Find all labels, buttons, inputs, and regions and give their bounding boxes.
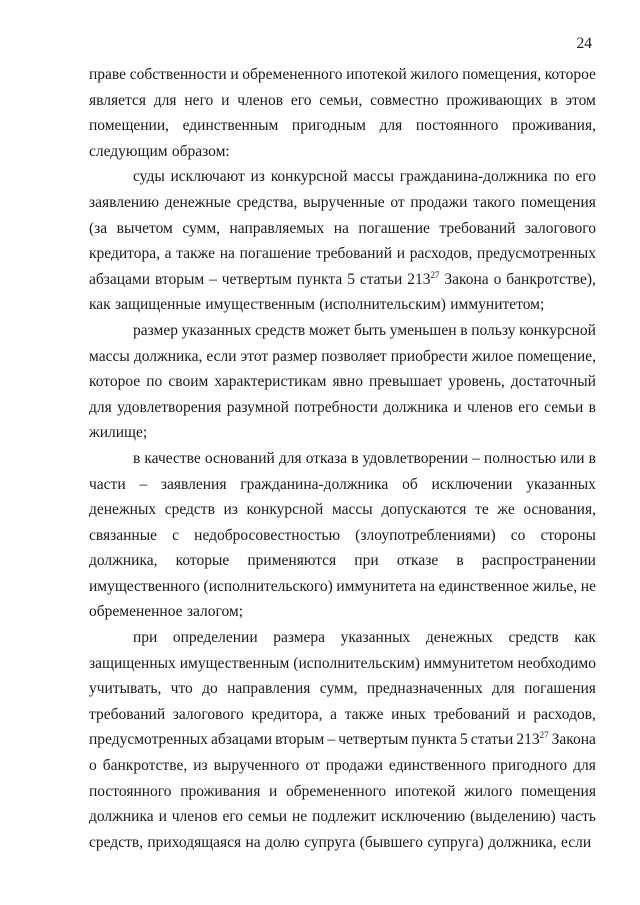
text-line [89, 599, 596, 625]
word: от [390, 193, 405, 211]
word: денежные [164, 193, 231, 211]
word: направляемых [229, 219, 325, 237]
text-line [89, 139, 596, 165]
word: характеристикам [214, 373, 327, 391]
word: пригодного [491, 757, 568, 775]
word: банкротстве, [102, 757, 188, 775]
word: из [223, 501, 238, 519]
word: защищенные [115, 296, 201, 314]
word: денежных [89, 501, 157, 519]
word: в [550, 91, 558, 109]
paragraph [89, 164, 596, 318]
word: размер [272, 347, 318, 365]
word: для [492, 680, 515, 698]
text-line [89, 241, 596, 267]
word: супруга) [427, 833, 484, 851]
word: для [89, 398, 112, 416]
text-line [89, 164, 596, 190]
word: расходов, [533, 705, 596, 723]
word: на [219, 245, 235, 263]
word: по [553, 168, 570, 186]
paragraph [89, 318, 596, 446]
word: 5 [347, 270, 355, 288]
word: пригодным [291, 117, 366, 135]
word: членов [237, 91, 284, 109]
word: средств [255, 321, 306, 339]
word: предусмотренных [477, 245, 596, 263]
word: на [333, 219, 349, 237]
word: в [133, 449, 141, 467]
word: средства, [236, 193, 298, 211]
word: на [419, 577, 435, 595]
word: на [245, 833, 261, 851]
word: Закона [551, 731, 596, 749]
paragraph [89, 446, 596, 625]
word: в [456, 552, 464, 570]
word: постоянного [415, 117, 499, 135]
word: иммунитетом [423, 654, 514, 672]
word: учитывать, [89, 680, 162, 698]
word: денежных [425, 629, 493, 647]
word: также [176, 245, 216, 263]
word: в [588, 449, 596, 467]
word: (бывшего [359, 833, 423, 851]
word: размера [273, 629, 326, 647]
word: вторым [154, 270, 205, 288]
word: 5 [459, 731, 468, 749]
word: и [517, 705, 526, 723]
word: семьи [544, 398, 584, 416]
word: массы [89, 347, 130, 365]
text-line [89, 804, 596, 830]
word: уровень, [448, 373, 505, 391]
word: приходящаяся [147, 833, 242, 851]
paragraph [89, 625, 596, 855]
word: стороны [540, 526, 596, 544]
text-line [89, 292, 596, 318]
word: в [460, 321, 468, 339]
word: же [497, 501, 515, 519]
word: не [292, 808, 308, 826]
word: от [305, 757, 320, 775]
word: исключают [170, 168, 245, 186]
word: может [308, 321, 351, 339]
word: требований [89, 705, 166, 723]
text-line [89, 779, 596, 805]
word: явно [332, 373, 363, 391]
word: иммунитета [336, 577, 417, 595]
word: исключении [431, 475, 513, 493]
word: отказа [305, 449, 348, 467]
word: залогом; [186, 603, 244, 621]
text-line [89, 190, 596, 216]
word: помещении, [89, 117, 170, 135]
word: помещения [521, 782, 596, 800]
word: (за [89, 219, 108, 237]
word: него [184, 91, 214, 109]
word: которые [175, 552, 230, 570]
word: расходов, [409, 245, 473, 263]
text-line [89, 216, 596, 242]
word: и [453, 398, 462, 416]
word: единственное [438, 577, 529, 595]
word: его [518, 398, 539, 416]
text-line [89, 830, 596, 856]
word: собственности [129, 66, 227, 83]
word: должника, [89, 552, 158, 570]
word: его [222, 808, 244, 826]
word: жилище; [89, 424, 148, 442]
word: четвертым [221, 270, 292, 288]
word: потребности [294, 398, 378, 416]
text-line [89, 88, 596, 114]
word: – [472, 449, 480, 467]
text-line [89, 676, 596, 702]
word: имущественным [179, 654, 290, 672]
word: распространении [481, 552, 596, 570]
word: членов [171, 808, 218, 826]
text-line [89, 497, 596, 523]
word: обремененное [89, 603, 183, 621]
word: погашения [524, 680, 596, 698]
word: помещение, [517, 347, 596, 365]
word: пользу [471, 321, 516, 339]
word: удовлетворения [117, 398, 222, 416]
word: применяются [247, 552, 337, 570]
word: удовлетворении [362, 449, 469, 467]
word: об [402, 475, 418, 493]
word: проживания [180, 782, 261, 800]
word: единственным [182, 117, 279, 135]
word: массы [331, 501, 373, 519]
text-line [89, 727, 596, 753]
word: недобросовестностью [194, 526, 341, 544]
word: жилое [471, 347, 514, 365]
word: как [574, 629, 596, 647]
word: такого [473, 193, 516, 211]
word: о [493, 270, 502, 288]
word: совместно [370, 91, 439, 109]
word: вычетом [116, 219, 173, 237]
word: если [560, 833, 592, 851]
word: позволяет [321, 347, 387, 365]
word: должника, [488, 833, 557, 851]
word: оснований [204, 449, 275, 467]
word: отказе [396, 552, 439, 570]
word: проживающих [446, 91, 543, 109]
word: также [344, 705, 384, 723]
word: и [230, 66, 239, 83]
word: заявления [160, 475, 227, 493]
text-line [89, 420, 596, 446]
word: не [580, 577, 596, 595]
document-body [89, 62, 596, 855]
word: пункта [296, 270, 343, 288]
word: должника [383, 398, 448, 416]
word: залогового [172, 705, 244, 723]
word: часть [560, 808, 596, 826]
word: необходимо [517, 654, 596, 672]
word: супруга [304, 833, 356, 851]
word: проживания, [511, 117, 596, 135]
word: и [221, 91, 230, 109]
word: достаточный [510, 373, 596, 391]
word: жилого [464, 782, 513, 800]
word: средств, [89, 833, 144, 851]
text-line [89, 318, 596, 344]
word: праве [89, 66, 127, 83]
word: статьи [359, 270, 403, 288]
word: требований [315, 245, 393, 263]
word: (выделению) [470, 808, 556, 826]
word: семьи [247, 808, 288, 826]
text-line [89, 395, 596, 421]
text-line [89, 446, 596, 472]
word: иных [391, 705, 426, 723]
word: и [396, 245, 406, 263]
text-line [89, 267, 596, 293]
word: подлежит [312, 808, 376, 826]
word: определении [172, 629, 258, 647]
word: размер [133, 321, 178, 339]
text-line [89, 651, 596, 677]
word: конкурсной [270, 168, 348, 186]
word: в [588, 398, 596, 416]
word: статьи [470, 731, 514, 749]
word: конкурсной [519, 321, 596, 339]
word: четвертым [338, 731, 409, 749]
word: ипотекой [394, 782, 456, 800]
word: – [139, 475, 148, 493]
text-line [89, 472, 596, 498]
word: помещения, [462, 66, 542, 83]
superscript: 27 [539, 730, 549, 741]
word: в [351, 449, 359, 467]
word: имущественным [205, 296, 315, 314]
word: из [193, 757, 208, 775]
word: уменьшен [389, 321, 457, 339]
word: этот [240, 347, 269, 365]
word: семьи, [319, 91, 363, 109]
word: $213^{27}$ [516, 730, 549, 749]
word: средств [508, 629, 559, 647]
word: предназначенных [366, 680, 483, 698]
word: из [250, 168, 265, 186]
word: требований [439, 219, 516, 237]
word: кредитора, [89, 245, 160, 263]
word: защищенных [89, 654, 176, 672]
word: указанных [526, 475, 596, 493]
word: продажи [325, 757, 383, 775]
word: помещения [520, 193, 596, 211]
word: этом [565, 91, 596, 109]
word: единственного [388, 757, 486, 775]
word: превышает [369, 373, 443, 391]
word: если [206, 347, 237, 365]
word: и [158, 808, 167, 826]
text-line [89, 625, 596, 651]
word: долю [265, 833, 300, 851]
word: по [146, 373, 163, 391]
word: заявлению [89, 193, 160, 211]
word: следующим [89, 142, 168, 160]
word: сумм, [319, 680, 358, 698]
word: иммунитетом; [450, 296, 545, 314]
word: для [153, 91, 177, 109]
word: при [354, 552, 379, 570]
word: быть [353, 321, 387, 339]
word: конкурсной [246, 501, 324, 519]
word: и [269, 782, 278, 800]
word: для [573, 757, 596, 775]
text-line [89, 702, 596, 728]
word: жилье, [532, 577, 578, 595]
word: для [379, 117, 403, 135]
word: вырученные [303, 193, 385, 211]
word: абзацами [89, 270, 151, 288]
word: залогового [524, 219, 596, 237]
word: допускаются [381, 501, 467, 519]
word: приобрести [390, 347, 468, 365]
word: пункта [411, 731, 457, 749]
word: является [89, 91, 146, 109]
superscript: 27 [430, 269, 440, 280]
word: – [327, 731, 336, 749]
word: которое [89, 373, 141, 391]
word: погашение [358, 219, 430, 237]
word: абзацами [211, 731, 273, 749]
word: гражданина-должника [399, 168, 548, 186]
word: – [209, 270, 217, 288]
word: а [164, 245, 172, 263]
word: для [278, 449, 302, 467]
word: суды [133, 168, 165, 186]
word: с [172, 526, 180, 544]
word: как [89, 296, 111, 314]
word: продажи [410, 193, 468, 211]
word: должника [89, 808, 154, 826]
word: вторым [275, 731, 325, 749]
text-line [89, 62, 596, 88]
text-line [89, 344, 596, 370]
word: или [560, 449, 585, 467]
word: погашение [239, 245, 312, 263]
word: его [575, 168, 596, 186]
word: указанных [340, 629, 411, 647]
word: что [170, 680, 193, 698]
text-line [89, 369, 596, 395]
word: при [133, 629, 158, 647]
word: полностью [483, 449, 557, 467]
word: а [330, 705, 338, 723]
word: имущественного [89, 577, 200, 595]
word: которое [544, 66, 596, 83]
word: Закона [444, 270, 489, 288]
word: (злоупотреблениями) [355, 526, 496, 544]
word: ипотекой [346, 66, 407, 83]
word: требований [433, 705, 510, 723]
text-line [89, 548, 596, 574]
word: исключению [380, 808, 466, 826]
word: $213^{27}$ [407, 269, 440, 288]
word: обремененного [242, 66, 343, 83]
word: сумм, [182, 219, 221, 237]
word: средств [164, 501, 215, 519]
word: части [89, 475, 126, 493]
word: о [89, 757, 97, 775]
paragraph [89, 62, 596, 164]
word: образом: [171, 142, 230, 160]
word: банкротстве), [506, 270, 596, 288]
word: (исполнительским) [319, 296, 446, 314]
text-line [89, 523, 596, 549]
word: его [290, 91, 312, 109]
word: (исполнительского) [203, 577, 333, 595]
page-number: 24 [576, 35, 592, 52]
word: со [510, 526, 526, 544]
word: разумной [226, 398, 289, 416]
word: вырученного [213, 757, 300, 775]
word: до [202, 680, 218, 698]
word: направления [227, 680, 311, 698]
text-line [89, 113, 596, 139]
word: качестве [144, 449, 201, 467]
word: (исполнительским) [293, 654, 420, 672]
word: должника, [133, 347, 203, 365]
word: своим [168, 373, 209, 391]
text-line [89, 574, 596, 600]
word: указанных [181, 321, 252, 339]
word: предусмотренных [89, 731, 208, 749]
word: членов [467, 398, 513, 416]
word: основания, [523, 501, 596, 519]
word: массы [353, 168, 395, 186]
word: постоянного [89, 782, 172, 800]
word: кредитора, [251, 705, 323, 723]
text-line [89, 753, 596, 779]
word: связанные [89, 526, 158, 544]
word: те [475, 501, 489, 519]
word: гражданина-должника [240, 475, 389, 493]
word: жилого [410, 66, 459, 83]
word: обремененного [285, 782, 387, 800]
